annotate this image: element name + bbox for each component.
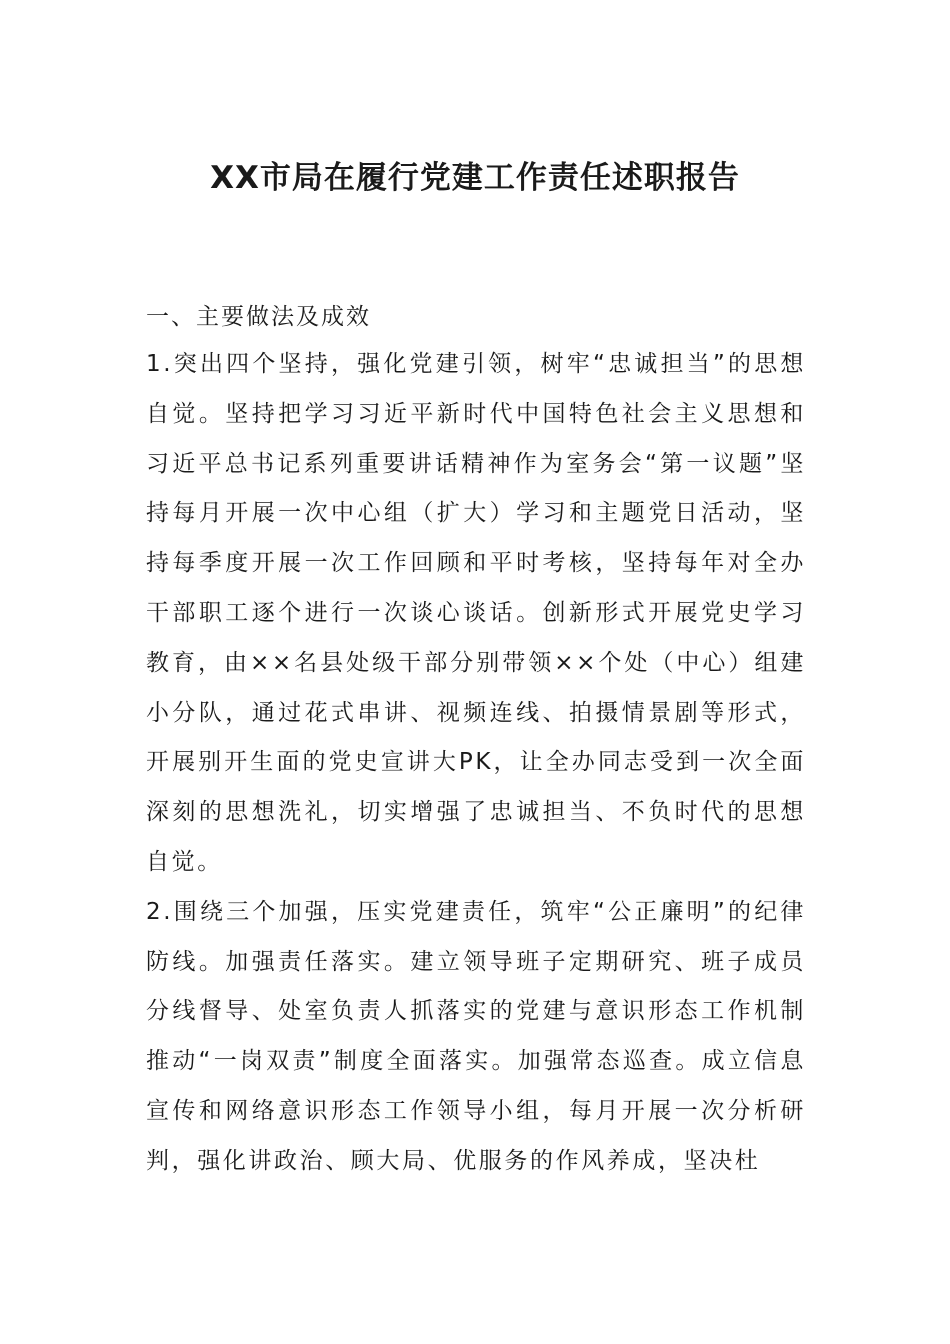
section-heading: 一、主要做法及成效 xyxy=(146,304,371,330)
paragraph-2: 2.围绕三个加强，压实党建责任，筑牢“公正廉明”的纪律防线。加强责任落实。建立领导班子定期研究、班子成员分线督导、处室负责人抓落实的党建与意识形态工作机制推动“一岗双责”制度全面落实。加强常态巡查。成立信息宣传和网络意识形态工作领导小组，每月开展一次分析研判，强化讲政治、顾大局、优服务的作风养成，坚决杜 xyxy=(146,898,806,1174)
document-body xyxy=(146,340,806,1187)
document-title: XX市局在履行党建工作责任述职报告 xyxy=(210,160,740,196)
paragraph-1: 1.突出四个坚持，强化党建引领，树牢“忠诚担当”的思想自觉。坚持把学习习近平新时代中国特色社会主义思想和习近平总书记系列重要讲话精神作为室务会“第一议题”坚持每月开展一次中心组（扩大）学习和主题党日活动，坚持每季度开展一次工作回顾和平时考核，坚持每年对全办干部职工逐个进行一次谈心谈话。创新形式开展党史学习教育，由××名县处级干部分别带领××个处（中心）组建小分队，通过花式串讲、视频连线、拍摄情景剧等形式，开展别开生面的党史宣讲大PK，让全办同志受到一次全面深刻的思想洗礼，切实增强了忠诚担当、不负时代的思想自觉。 xyxy=(146,351,806,875)
